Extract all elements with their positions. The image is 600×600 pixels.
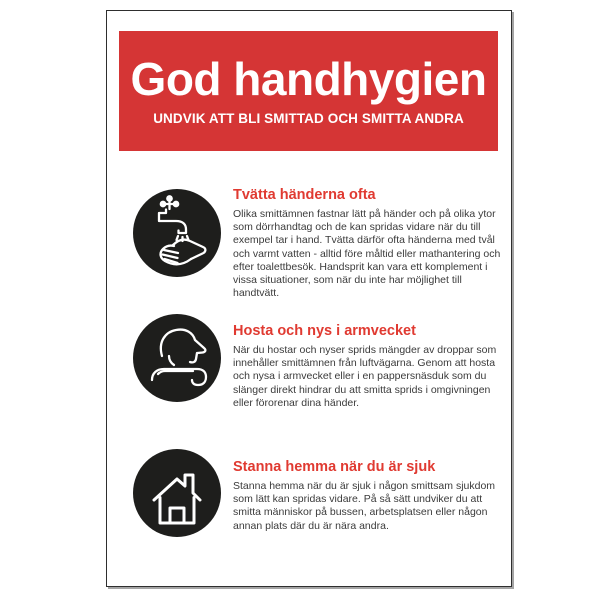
handwash-icon [133,189,221,277]
section-text [233,323,505,410]
section-text [233,459,505,533]
section-body: Olika smittämnen fastnar lätt på händer och på olika ytor som dörrhandtag och de kan spridas vidare när du till exempel tar i hand. Tvätta därför ofta händerna med tvål och varmt vatten - alltid före måltid eller mathantering och efter toalettbesök. Handsprit kan vara ett komplement i vissa situationer, som när du inte har möjlighet till handtvätt. [233,207,501,300]
page-title: God handhygien [130,53,487,105]
section-body: När du hostar och nyser sprids mängder av droppar som innehåller smittämnen från luftvägarna. Genom att hosta och nysa i armvecket eller i en pappersnäsduk som du slänger direkt hindrar du att smitta sprids i omgivningen eller förorenar dina händer. [233,343,497,409]
section-stay-home [133,449,505,537]
poster-subtitle: UNDVIK ATT BLI SMITTAD OCH SMITTA ANDRA [153,111,464,126]
poster-header [119,31,498,151]
cough-into-elbow-icon [133,314,221,402]
section-text [233,187,505,301]
section-heading: Stanna hemma när du är sjuk [233,459,436,475]
section-heading: Tvätta händerna ofta [233,187,376,203]
section-cough-elbow [133,314,505,410]
house-icon [133,449,221,537]
section-heading: Hosta och nys i armvecket [233,323,416,339]
section-wash-hands [133,189,505,301]
section-body: Stanna hemma när du är sjuk i någon smittsam sjukdom som lätt kan spridas vidare. På så sätt undviker du att smitta människor på bussen, arbetsplatsen eller någon annan plats där du är nära andra. [233,479,496,532]
hygiene-poster [106,10,512,587]
